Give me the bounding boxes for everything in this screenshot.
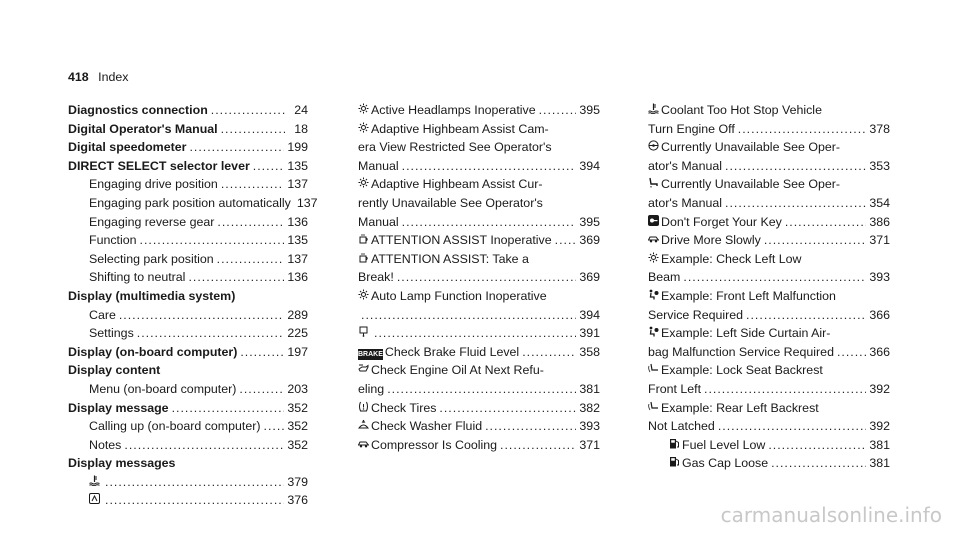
airbag-icon [648, 326, 659, 337]
index-entry-text: Care [89, 307, 116, 322]
index-entry [358, 324, 600, 343]
page-reference[interactable]: 379 [287, 474, 308, 489]
index-entry-text: Settings [89, 326, 134, 341]
page-reference[interactable]: 371 [869, 233, 890, 248]
airbag-icon [648, 289, 659, 300]
page-reference[interactable]: 289 [287, 307, 308, 322]
dot-leader [217, 250, 285, 269]
index-entry [68, 306, 308, 325]
index-entry [358, 380, 600, 399]
index-entry [358, 120, 600, 139]
index-entry [68, 343, 308, 362]
index-entry-text: Display content [68, 363, 161, 378]
index-entry [68, 417, 308, 436]
dot-leader [725, 194, 866, 213]
index-entry-text: Currently Unavailable See Oper- [661, 140, 841, 155]
page-reference[interactable]: 391 [579, 326, 600, 341]
seatbelt-warning-icon [89, 493, 100, 504]
index-entry [68, 324, 308, 343]
index-entry-text: Engaging reverse gear [89, 214, 215, 229]
index-entry [648, 306, 890, 325]
page-reference[interactable]: 135 [287, 233, 308, 248]
page-reference[interactable]: 203 [287, 381, 308, 396]
dot-leader [221, 175, 284, 194]
index-entry [648, 138, 890, 157]
dot-leader [119, 306, 284, 325]
oil-can-icon [358, 363, 369, 374]
page-number: 418 [68, 70, 89, 84]
page-reference[interactable]: 394 [579, 307, 600, 322]
index-entry-text: ator's Manual [648, 195, 722, 210]
index-entry-text: Check Washer Fluid [371, 419, 483, 434]
index-entry [358, 175, 600, 194]
page-reference[interactable]: 354 [869, 195, 890, 210]
page-reference[interactable]: 393 [579, 419, 600, 434]
dot-leader [374, 324, 576, 343]
index-entry-text: Notes [89, 437, 122, 452]
index-entry [358, 436, 600, 455]
cup-icon [358, 233, 369, 244]
dot-leader [738, 120, 867, 139]
dot-leader [189, 138, 284, 157]
index-entry-text: Check Tires [371, 400, 437, 415]
dot-leader [746, 306, 866, 325]
index-entry [648, 101, 890, 120]
dot-leader [264, 417, 285, 436]
index-entry-text: Display (on-board computer) [68, 344, 238, 359]
page-reference[interactable]: 381 [869, 456, 890, 471]
index-entry [68, 138, 308, 157]
page-reference[interactable]: 136 [287, 214, 308, 229]
page-reference[interactable]: 24 [294, 103, 308, 117]
index-entry [358, 361, 600, 380]
dot-leader [211, 101, 285, 120]
index-entry-text: Drive More Slowly [661, 233, 761, 248]
dot-leader [105, 491, 284, 510]
page-reference[interactable]: 137 [287, 177, 308, 192]
page-reference[interactable]: 352 [287, 437, 308, 452]
index-entry-text: Service Required [648, 307, 744, 322]
dot-leader [402, 157, 577, 176]
page-reference[interactable]: 369 [579, 270, 600, 285]
index-entry-text: Example: Front Left Malfunction [661, 288, 836, 303]
page-reference[interactable]: 366 [869, 344, 890, 359]
index-entry [68, 101, 308, 120]
index-entry-text: Example: Left Side Curtain Air- [661, 326, 831, 341]
dot-leader [221, 120, 285, 139]
dot-leader [239, 380, 284, 399]
dot-leader [140, 231, 285, 250]
page-reference[interactable]: 371 [579, 437, 600, 452]
index-column-1 [68, 101, 318, 510]
dot-leader [725, 157, 866, 176]
car-level-icon [648, 233, 659, 244]
page-reference[interactable]: 393 [869, 270, 890, 285]
index-entry [358, 213, 600, 232]
index-entry-text: Display messages [68, 456, 176, 471]
backrest-icon [648, 401, 659, 412]
page-reference[interactable]: 352 [287, 400, 308, 415]
page-reference[interactable]: 378 [869, 121, 890, 136]
index-entry [648, 343, 890, 362]
page-reference[interactable]: 136 [287, 270, 308, 285]
index-entry [358, 287, 600, 306]
index-entry [68, 473, 308, 492]
dot-leader [771, 454, 866, 473]
page-header [68, 70, 128, 84]
index-entry [358, 306, 600, 325]
index-entry [648, 213, 890, 232]
index-entry-text: Check Brake Fluid Level [384, 344, 520, 359]
index-entry [648, 287, 890, 306]
dot-leader [704, 380, 866, 399]
index-entry [68, 157, 308, 176]
index-entry [358, 157, 600, 176]
index-entry-text: Selecting park position [89, 251, 214, 266]
index-entry-text: Beam [648, 270, 681, 285]
index-entry [358, 343, 600, 362]
index-entry [648, 417, 890, 436]
index-entry-text: rently Unavailable See Operator's [358, 195, 543, 210]
index-entry-text: Display (multimedia system) [68, 288, 236, 303]
index-entry-text: Don't Forget Your Key [661, 214, 782, 229]
index-entry-text: Gas Cap Loose [682, 456, 769, 471]
brake-icon: BRAKE [358, 350, 383, 358]
index-entry-text: Diagnostics connection [68, 103, 208, 117]
index-entry [648, 361, 890, 380]
fuel-pump-icon [669, 438, 680, 449]
page-reference[interactable]: 392 [869, 381, 890, 396]
index-entry-text: Example: Lock Seat Backrest [661, 363, 823, 378]
lamp-icon [358, 289, 369, 300]
fuel-pump-icon [669, 456, 680, 467]
index-entry [68, 361, 308, 380]
index-entry-text: Manual [358, 214, 399, 229]
dot-leader [217, 213, 284, 232]
page-section-title: Index [98, 70, 129, 84]
index-entry [358, 194, 600, 213]
dot-leader [124, 436, 284, 455]
dot-leader [105, 473, 284, 492]
dot-leader [764, 231, 866, 250]
page-reference[interactable]: 358 [579, 344, 600, 359]
index-entry [68, 380, 308, 399]
car-level-icon [358, 438, 369, 449]
index-entry [68, 287, 308, 306]
index-entry [648, 250, 890, 269]
steering-wheel-icon [648, 140, 659, 151]
dot-leader [137, 324, 285, 343]
index-entry [648, 436, 890, 455]
index-entry [68, 454, 308, 473]
index-entry [358, 399, 600, 418]
index-entry [648, 194, 890, 213]
dot-leader [240, 343, 284, 362]
index-entry-text: Example: Rear Left Backrest [661, 400, 819, 415]
index-entry-text: Engaging drive position [89, 177, 218, 192]
index-entry-text: Turn Engine Off [648, 121, 735, 136]
backrest-icon [648, 363, 659, 374]
dot-leader [253, 157, 285, 176]
dot-leader [718, 417, 866, 436]
page-reference[interactable]: 225 [287, 326, 308, 341]
index-column-3 [648, 101, 890, 473]
page-reference[interactable]: 381 [869, 437, 890, 452]
index-entry-text: Engaging park position automatically [89, 195, 291, 210]
index-entry-text: ATTENTION ASSIST: Take a [371, 251, 529, 266]
lamp-icon [358, 177, 369, 188]
dot-leader [402, 213, 577, 232]
index-entry-text: Adaptive Highbeam Assist Cam- [371, 121, 549, 136]
index-entry-text: Break! [358, 270, 394, 285]
page-reference[interactable]: 353 [869, 158, 890, 173]
dot-leader [555, 231, 577, 250]
index-entry [358, 101, 600, 120]
index-entry [358, 231, 600, 250]
coolant-temp-icon [89, 475, 100, 486]
index-entry-text: Calling up (on-board computer) [89, 419, 261, 434]
index-entry [358, 417, 600, 436]
dot-leader [361, 306, 576, 325]
index-entry-text: Compressor Is Cooling [371, 437, 498, 452]
dot-leader [439, 399, 576, 418]
watermark: carmanualsonline.info [720, 503, 942, 527]
index-entry [648, 175, 890, 194]
index-entry-text: bag Malfunction Service Required [648, 344, 834, 359]
index-entry-text: Digital speedometer [68, 140, 187, 155]
lamp-icon [358, 122, 369, 133]
dot-leader [188, 268, 284, 287]
coolant-temp-icon [648, 103, 659, 114]
index-entry [648, 157, 890, 176]
index-entry [648, 268, 890, 287]
index-entry-text: Not Latched [648, 419, 715, 434]
index-entry-text: era View Restricted See Operator's [358, 140, 552, 155]
page-reference[interactable]: 199 [287, 140, 308, 155]
index-entry-text: Example: Check Left Low [661, 251, 802, 266]
index-entry-text: Manual [358, 158, 399, 173]
key-sensor-icon [648, 215, 659, 226]
page-reference[interactable]: 369 [579, 233, 600, 248]
page-reference[interactable]: 135 [287, 158, 308, 173]
index-entry-text: Auto Lamp Function Inoperative [371, 288, 547, 303]
lamp-icon [358, 103, 369, 114]
page-reference[interactable]: 352 [287, 419, 308, 434]
seat-icon [648, 177, 659, 188]
index-entry-text: Currently Unavailable See Oper- [661, 177, 841, 192]
index-entry-text: Active Headlamps Inoperative [371, 103, 536, 117]
trailer-icon [358, 326, 369, 337]
index-entry-text: DIRECT SELECT selector lever [68, 158, 250, 173]
index-entry-text: ATTENTION ASSIST Inoperative [371, 233, 552, 248]
index-entry-text: Display message [68, 400, 169, 415]
index-entry [68, 120, 308, 139]
page-reference[interactable]: 395 [579, 214, 600, 229]
dot-leader [500, 436, 576, 455]
index-entry-text: Function [89, 233, 137, 248]
index-entry [68, 213, 308, 232]
index-entry [68, 175, 308, 194]
washer-fluid-icon [358, 419, 369, 430]
page-reference[interactable]: 382 [579, 400, 600, 415]
index-entry [358, 138, 600, 157]
index-entry [648, 399, 890, 418]
index-entry-text: Menu (on-board computer) [89, 381, 237, 396]
index-entry [68, 268, 308, 287]
index-entry [648, 324, 890, 343]
index-entry-text: Shifting to neutral [89, 270, 186, 285]
dot-leader [768, 436, 866, 455]
page-reference[interactable]: 386 [869, 214, 890, 229]
index-column-2 [358, 101, 600, 454]
dot-leader [397, 268, 577, 287]
cup-icon [358, 252, 369, 263]
dot-leader [683, 268, 866, 287]
page-reference[interactable]: 197 [287, 344, 308, 359]
index-entry [68, 436, 308, 455]
index-entry [358, 268, 600, 287]
page-reference[interactable]: 137 [287, 251, 308, 266]
index-entry [648, 454, 890, 473]
index-entry [358, 250, 600, 269]
dot-leader [485, 417, 576, 436]
index-entry-text: Check Engine Oil At Next Refu- [371, 363, 544, 378]
index-entry [648, 120, 890, 139]
index-entry-text: ator's Manual [648, 158, 722, 173]
page-reference[interactable]: 376 [287, 493, 308, 508]
page-reference[interactable]: 392 [869, 419, 890, 434]
index-entry [68, 491, 308, 510]
index-entry-text: Front Left [648, 381, 702, 396]
dot-leader [837, 343, 866, 362]
index-entry-text: Fuel Level Low [682, 437, 766, 452]
index-entry [648, 380, 890, 399]
index-entry-text: Coolant Too Hot Stop Vehicle [661, 103, 822, 117]
page-reference[interactable]: 137 [296, 195, 318, 210]
page-reference[interactable]: 366 [869, 307, 890, 322]
index-entry [68, 231, 308, 250]
page-reference[interactable]: 394 [579, 158, 600, 173]
dot-leader [539, 101, 577, 120]
page-reference[interactable]: 18 [294, 121, 308, 136]
index-entry-text: Adaptive Highbeam Assist Cur- [371, 177, 543, 192]
dot-leader [522, 343, 576, 362]
index-entry [68, 250, 308, 269]
index-entry-text: Digital Operator's Manual [68, 121, 218, 136]
dot-leader [785, 213, 866, 232]
dot-leader [387, 380, 576, 399]
index-entry [68, 399, 308, 418]
index-entry [68, 194, 318, 213]
index-entry-text: eling [358, 381, 385, 396]
page-reference[interactable]: 381 [579, 381, 600, 396]
lamp-icon [648, 252, 659, 263]
index-entry [648, 231, 890, 250]
page-reference[interactable]: 395 [579, 103, 600, 117]
dot-leader [172, 399, 285, 418]
tire-pressure-icon [358, 401, 369, 412]
